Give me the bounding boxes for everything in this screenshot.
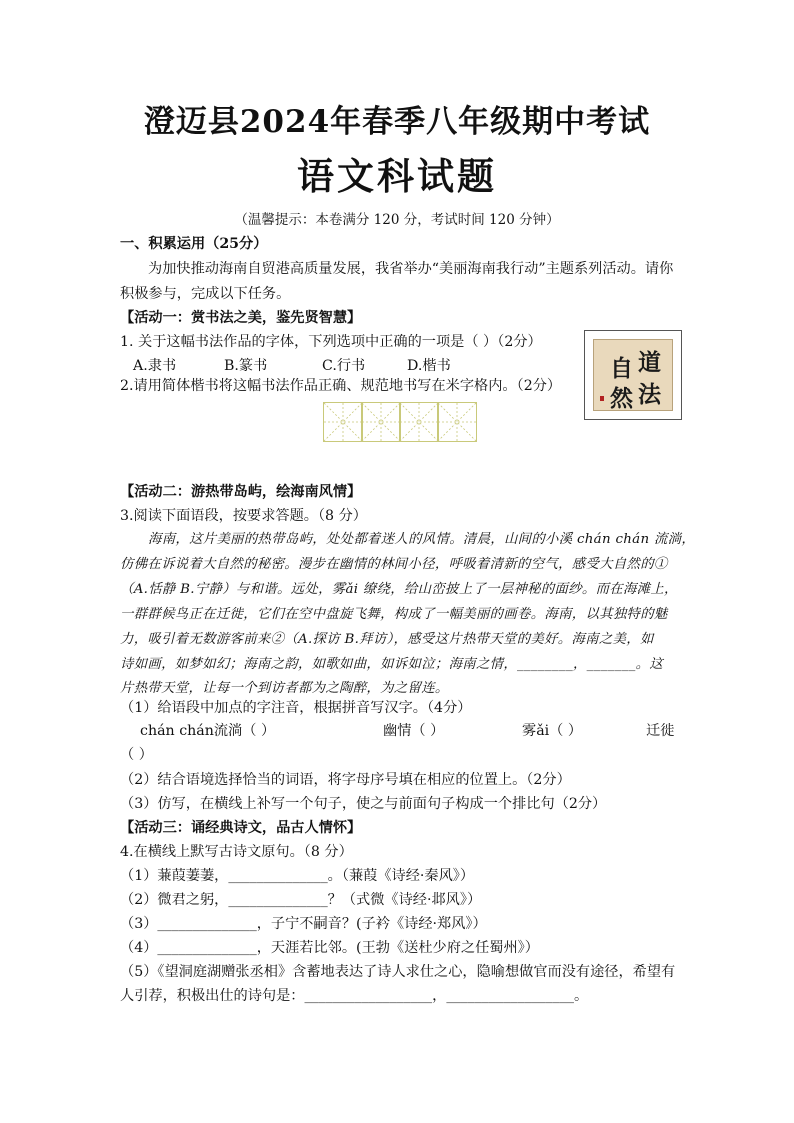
pinyin-item-2: 幽情（ ）: [383, 723, 445, 739]
mizi-grid-2[interactable]: [361, 402, 401, 442]
poem-line-4: [120, 937, 539, 957]
calligraphy-paper: [593, 339, 673, 411]
mizi-guides: [362, 403, 400, 441]
poem-line-1: [120, 865, 474, 885]
pinyin-item-4-blank: （ ）: [120, 747, 153, 763]
exam-tip: （温馨提示：本卷满分 120 分，考试时间 120 分钟）: [234, 212, 560, 228]
pinyin-item-4: 迁徙: [646, 723, 675, 739]
poem-line-3: [120, 913, 487, 933]
sub-question-3: （3）仿写，在横线上补写一个句子，使之与前面句子构成一个排比句（2分）: [120, 796, 607, 812]
mizi-guides: [400, 403, 438, 441]
intro-line-1: 为加快推动海南自贸港高质量发展，我省举办“美丽海南我行动”主题系列活动。请你: [148, 261, 674, 277]
passage-line-3: （A.恬静 B.宁静）与和谐。远处，雾ǎi 缭绕，给山峦披上了一层神秘的面纱。而在海滩上，: [120, 582, 678, 597]
question-1: 1. 关于这幅书法作品的字体，下列选项中正确的一项是（ ）（2分）: [120, 334, 542, 350]
intro-line-2: 积极参与，完成以下任务。: [120, 286, 291, 302]
exam-title: 澄迈县2024年春季八年级期中考试: [143, 104, 651, 140]
poem-line-suffix: ，子宁不嗣音？(子衿《诗经·郑风》）: [256, 916, 487, 932]
activity1-heading: 【活动一：赏书法之美，鉴先贤智慧】: [120, 310, 362, 326]
section-heading: 一、积累运用（25分）: [120, 236, 268, 252]
exam-subtitle: 语文科试题: [297, 154, 497, 198]
poem-blank[interactable]: ______________: [157, 916, 257, 932]
passage-line-4: 一群群候鸟正在迁徙，它们在空中盘旋飞舞，构成了一幅美丽的画卷。海南，以其独特的魅: [120, 607, 668, 622]
question-2: 2.请用简体楷书将这幅书法作品正确、规范地书写在米字格内。（2分）: [120, 378, 562, 394]
passage-line-7: 片热带天堂，让每一个到访者都为之陶醉，为之留连。: [120, 681, 449, 696]
mizi-grid-4[interactable]: [437, 402, 477, 442]
calligraphy-char-3: 自: [610, 355, 633, 382]
option-c: C.行书: [322, 358, 366, 374]
option-b: B.篆书: [224, 358, 268, 374]
mizi-grid-1[interactable]: [323, 402, 363, 442]
activity3-heading: 【活动三：诵经典诗文，品古人情怀】: [120, 820, 362, 836]
question-4: 4.在横线上默写古诗文原句。（8 分）: [120, 844, 353, 860]
option-d: D.楷书: [407, 358, 451, 374]
calligraphy-image: [584, 330, 682, 420]
poem-blank[interactable]: ______________: [228, 892, 328, 908]
passage-line-1: 海南，这片美丽的热带岛屿，处处都着迷人的风情。清晨，山间的小溪 chán chán 流淌，: [148, 532, 696, 547]
option-a: A.隶书: [133, 358, 177, 374]
sub-question-1: （1）给语段中加点的字注音，根据拼音写汉字。（4分）: [120, 700, 472, 716]
passage-line-6: 诗如画，如梦如幻；海南之韵，如歌如曲，如诉如泣；海南之情，________，_______。这: [120, 657, 664, 672]
poem-line-suffix: ，天涯若比邻。(王勃《送杜少府之任蜀州》）: [256, 940, 539, 956]
passage-line-5: 力，吸引着无数游客前来②（A.探访 B.拜访），感受这片热带天堂的美好。海南之美，如: [120, 632, 654, 647]
mizi-guides: [324, 403, 362, 441]
poem-blank[interactable]: ______________: [228, 868, 328, 884]
poem-line-prefix: 微君之躬，: [157, 892, 229, 908]
calligraphy-char-2: 法: [638, 381, 661, 408]
poem-line-num: （2）: [120, 892, 158, 908]
poem-line-num: （3）: [120, 916, 158, 932]
mizi-grid-3[interactable]: [399, 402, 439, 442]
pinyin-item-3: 雾ǎi（ ）: [522, 723, 583, 739]
poem-line-suffix: 。（蒹葭《诗经·秦风》）: [327, 868, 475, 884]
activity2-heading: 【活动二：游热带岛屿，绘海南风情】: [120, 484, 362, 500]
poem-blank[interactable]: ______________: [157, 940, 257, 956]
poem-line-num: （1）: [120, 868, 158, 884]
question-3: 3.阅读下面语段，按要求答题。（8 分）: [120, 508, 367, 524]
question-5-line-2: 人引荐，积极出仕的诗句是：__________________，__________________。: [120, 988, 589, 1004]
seal-stamp: [600, 396, 604, 401]
calligraphy-char-4: 然: [610, 385, 633, 412]
poem-line-2: [120, 889, 481, 909]
passage-line-2: 仿佛在诉说着大自然的秘密。漫步在幽情的林间小径，呼吸着清新的空气，感受大自然的①: [120, 557, 668, 572]
sub-question-2: （2）结合语境选择恰当的词语，将字母序号填在相应的位置上。（2分）: [120, 772, 571, 788]
pinyin-item-1: chán chán流淌（ ）: [140, 723, 276, 739]
calligraphy-char-1: 道: [638, 349, 661, 376]
question-5-line-1: （5）《望洞庭湖赠张丞相》含蓄地表达了诗人求仕之心，隐喻想做官而没有途径，希望有: [120, 964, 676, 980]
poem-line-num: （4）: [120, 940, 158, 956]
poem-line-prefix: 蒹葭萋萋，: [157, 868, 229, 884]
poem-line-suffix: ？（式微《诗经·邶风》）: [327, 892, 482, 908]
mizi-guides: [438, 403, 476, 441]
